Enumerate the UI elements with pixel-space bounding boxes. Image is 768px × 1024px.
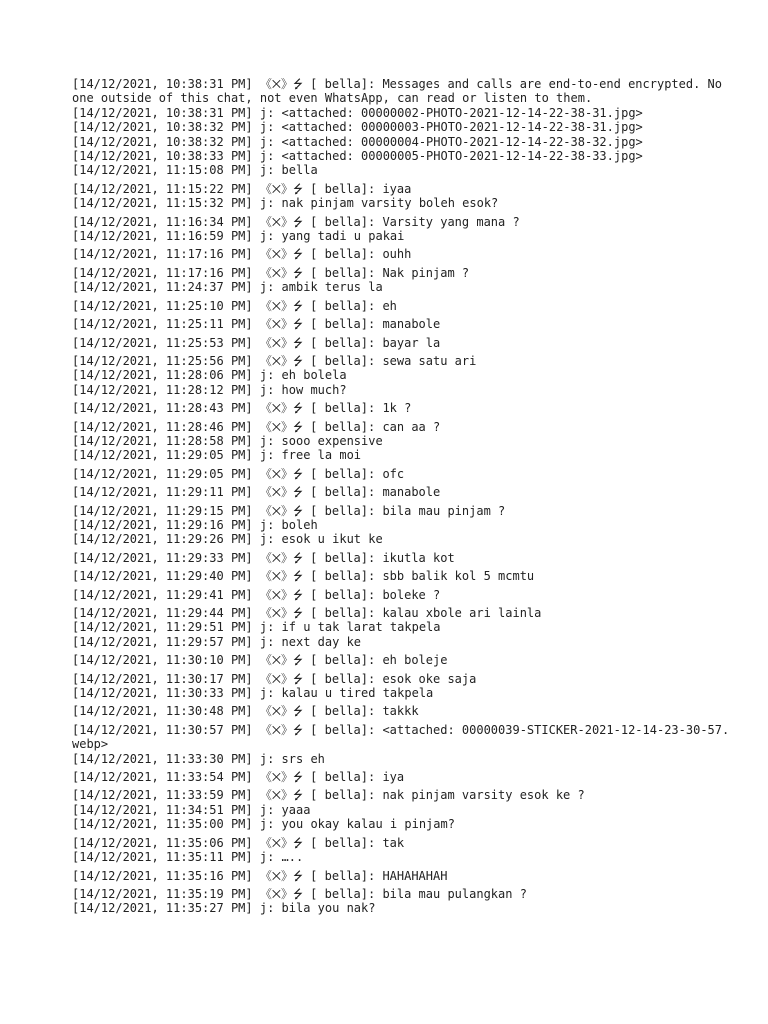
message-text: boleke ? <box>382 587 441 602</box>
chat-message-line: [14/12/2021, 11:25:10 PM] 《྾》⭍ [ bella]: eh <box>72 298 397 313</box>
message-text: kalau u tired takpela <box>281 686 434 701</box>
message-timestamp: [14/12/2021, 11:17:16 PM] <box>72 247 253 262</box>
message-timestamp: [14/12/2021, 11:15:32 PM] <box>72 196 253 211</box>
message-sender: j <box>259 901 268 916</box>
message-text: HAHAHAHAH <box>382 868 448 883</box>
message-sender: 《྾》⭍ [ bella] <box>259 77 368 91</box>
message-sender: 《྾》⭍ [ bella] <box>259 503 368 518</box>
message-sender: 《྾》⭍ [ bella] <box>259 671 368 686</box>
message-timestamp: [14/12/2021, 11:16:34 PM] <box>72 214 253 229</box>
message-sender: j <box>259 105 268 120</box>
chat-message-line: [14/12/2021, 11:28:12 PM] j: how much? <box>72 382 347 397</box>
message-text: <attached: 00000003-PHOTO-2021-12-14-22-38-31.jpg> <box>281 120 643 135</box>
message-text: eh <box>382 298 397 313</box>
chat-message-line: [14/12/2021, 11:28:46 PM] 《྾》⭍ [ bella]: can aa ? <box>72 419 441 434</box>
chat-message-line: [14/12/2021, 11:28:06 PM] j: eh bolela <box>72 368 347 383</box>
message-text: if u tak larat takpela <box>281 620 441 635</box>
message-text: esok u ikut ke <box>281 532 383 547</box>
message-timestamp: [14/12/2021, 11:35:27 PM] <box>72 901 253 916</box>
message-sender: 《྾》⭍ [ bella] <box>259 265 368 280</box>
message-timestamp: [14/12/2021, 10:38:32 PM] <box>72 120 253 135</box>
message-timestamp: [14/12/2021, 10:38:32 PM] <box>72 134 253 149</box>
message-text: sbb balik kol 5 mcmtu <box>382 569 535 584</box>
chat-message-line: [14/12/2021, 11:15:08 PM] j: bella <box>72 163 318 178</box>
message-timestamp: [14/12/2021, 11:16:59 PM] <box>72 229 253 244</box>
chat-message-line: [14/12/2021, 11:15:32 PM] j: nak pinjam varsity boleh esok? <box>72 196 499 211</box>
message-sender: 《྾》⭍ [ bella] <box>259 569 368 584</box>
message-sender: j <box>259 620 268 635</box>
chat-message-line: [14/12/2021, 11:25:56 PM] 《྾》⭍ [ bella]: sewa satu ari <box>72 353 477 368</box>
message-sender: j <box>259 802 268 817</box>
message-text: yang tadi u pakai <box>281 229 405 244</box>
message-text: boleh <box>281 517 318 532</box>
message-text: you okay kalau i pinjam? <box>281 817 455 832</box>
message-sender: 《྾》⭍ [ bella] <box>259 335 368 350</box>
message-sender: 《྾》⭍ [ bella] <box>259 485 368 500</box>
message-timestamp: [14/12/2021, 11:29:41 PM] <box>72 587 253 602</box>
message-text: esok oke saja <box>382 671 477 686</box>
chat-message-line: [14/12/2021, 11:29:11 PM] 《྾》⭍ [ bella]: manabole <box>72 485 441 500</box>
message-sender: 《྾》⭍ [ bella] <box>259 466 368 481</box>
message-timestamp: [14/12/2021, 11:33:59 PM] <box>72 788 253 803</box>
message-sender: 《྾》⭍ [ bella] <box>259 401 368 416</box>
message-text: <attached: 00000004-PHOTO-2021-12-14-22-38-32.jpg> <box>281 134 643 149</box>
message-text: ….. <box>281 850 304 865</box>
message-sender: j <box>259 280 268 295</box>
chat-message-line: [14/12/2021, 11:29:40 PM] 《྾》⭍ [ bella]: sbb balik kol 5 mcmtu <box>72 569 535 584</box>
message-text: tak <box>382 835 405 850</box>
chat-message-line: [14/12/2021, 11:30:57 PM] 《྾》⭍ [ bella]: <attached: 00000039-STICKER-2021-12-14-23-30-57.webp> <box>72 722 730 752</box>
chat-message-line: [14/12/2021, 11:25:53 PM] 《྾》⭍ [ bella]: bayar la <box>72 335 441 350</box>
message-timestamp: [14/12/2021, 11:29:51 PM] <box>72 620 253 635</box>
chat-message-line: [14/12/2021, 10:38:32 PM] j: <attached: 00000004-PHOTO-2021-12-14-22-38-32.jpg> <box>72 134 643 149</box>
message-text: ikutla kot <box>382 550 455 565</box>
message-text: how much? <box>281 382 347 397</box>
chat-message-line: [14/12/2021, 11:17:16 PM] 《྾》⭍ [ bella]: ouhh <box>72 247 412 262</box>
message-sender: j <box>259 149 268 164</box>
message-text: Varsity yang mana ? <box>382 214 520 229</box>
chat-message-line: [14/12/2021, 10:38:31 PM] j: <attached: 00000002-PHOTO-2021-12-14-22-38-31.jpg> <box>72 105 643 120</box>
chat-message-line: [14/12/2021, 11:33:59 PM] 《྾》⭍ [ bella]: nak pinjam varsity esok ke ? <box>72 788 585 803</box>
message-sender: j <box>259 433 268 448</box>
message-timestamp: [14/12/2021, 11:28:06 PM] <box>72 368 253 383</box>
message-sender: 《྾》⭍ [ bella] <box>259 317 368 332</box>
message-sender: j <box>259 196 268 211</box>
message-text: <attached: 00000002-PHOTO-2021-12-14-22-38-31.jpg> <box>281 105 643 120</box>
message-timestamp: [14/12/2021, 11:29:11 PM] <box>72 485 253 500</box>
message-timestamp: [14/12/2021, 11:30:48 PM] <box>72 704 253 719</box>
message-timestamp: [14/12/2021, 11:25:11 PM] <box>72 317 253 332</box>
message-timestamp: [14/12/2021, 11:33:30 PM] <box>72 751 253 766</box>
message-text: kalau xbole ari lainla <box>382 606 542 620</box>
message-timestamp: [14/12/2021, 10:38:31 PM] <box>72 77 253 91</box>
message-sender: 《྾》⭍ [ bella] <box>259 704 368 719</box>
message-sender: 《྾》⭍ [ bella] <box>259 788 368 803</box>
chat-message-line: [14/12/2021, 11:29:26 PM] j: esok u ikut ke <box>72 532 383 547</box>
chat-message-line: [14/12/2021, 11:25:11 PM] 《྾》⭍ [ bella]: manabole <box>72 317 441 332</box>
chat-log <box>72 77 732 916</box>
message-sender: 《྾》⭍ [ bella] <box>259 550 368 565</box>
message-text: <attached: 00000005-PHOTO-2021-12-14-22-38-33.jpg> <box>281 149 643 164</box>
message-sender: 《྾》⭍ [ bella] <box>259 835 368 850</box>
message-timestamp: [14/12/2021, 11:30:57 PM] <box>72 722 253 737</box>
message-sender: j <box>259 517 268 532</box>
message-timestamp: [14/12/2021, 11:35:16 PM] <box>72 868 253 883</box>
message-timestamp: [14/12/2021, 11:17:16 PM] <box>72 265 253 280</box>
message-timestamp: [14/12/2021, 11:25:53 PM] <box>72 335 253 350</box>
chat-message-line: [14/12/2021, 11:29:44 PM] 《྾》⭍ [ bella]: kalau xbole ari lainla <box>72 606 542 620</box>
message-sender: 《྾》⭍ [ bella] <box>259 181 368 196</box>
message-timestamp: [14/12/2021, 11:15:22 PM] <box>72 181 253 196</box>
chat-message-line: [14/12/2021, 11:29:15 PM] 《྾》⭍ [ bella]: bila mau pinjam ? <box>72 503 506 518</box>
chat-message-line: [14/12/2021, 11:35:11 PM] j: ….. <box>72 850 304 865</box>
message-timestamp: [14/12/2021, 11:30:10 PM] <box>72 653 253 668</box>
message-text: bila mau pinjam ? <box>382 503 506 518</box>
message-text: <attached: 00000039-STICKER-2021-12-14-23-30-57.webp> <box>72 722 730 752</box>
message-sender: j <box>259 382 268 397</box>
chat-message-line: [14/12/2021, 11:17:16 PM] 《྾》⭍ [ bella]: Nak pinjam ? <box>72 265 470 280</box>
message-text: free la moi <box>281 448 362 463</box>
message-text: ofc <box>382 466 405 481</box>
message-text: yaaa <box>281 802 311 817</box>
chat-message-line: [14/12/2021, 11:30:17 PM] 《྾》⭍ [ bella]: esok oke saja <box>72 671 477 686</box>
message-timestamp: [14/12/2021, 11:29:05 PM] <box>72 448 253 463</box>
message-timestamp: [14/12/2021, 11:29:26 PM] <box>72 532 253 547</box>
chat-message-line: [14/12/2021, 11:24:37 PM] j: ambik terus la <box>72 280 383 295</box>
message-sender: 《྾》⭍ [ bella] <box>259 606 368 620</box>
message-sender: j <box>259 229 268 244</box>
chat-message-line: [14/12/2021, 11:29:57 PM] j: next day ke <box>72 634 362 649</box>
chat-message-line: [14/12/2021, 10:38:33 PM] j: <attached: 00000005-PHOTO-2021-12-14-22-38-33.jpg> <box>72 149 643 164</box>
message-timestamp: [14/12/2021, 11:30:33 PM] <box>72 686 253 701</box>
message-text: bila you nak? <box>281 901 376 916</box>
message-timestamp: [14/12/2021, 11:29:40 PM] <box>72 569 253 584</box>
message-sender: j <box>259 817 268 832</box>
message-sender: 《྾》⭍ [ bella] <box>259 353 368 368</box>
message-text: sewa satu ari <box>382 353 477 368</box>
message-sender: j <box>259 448 268 463</box>
message-sender: 《྾》⭍ [ bella] <box>259 868 368 883</box>
message-sender: 《྾》⭍ [ bella] <box>259 298 368 313</box>
message-sender: j <box>259 686 268 701</box>
chat-message-line: [14/12/2021, 11:29:33 PM] 《྾》⭍ [ bella]: ikutla kot <box>72 550 455 565</box>
message-timestamp: [14/12/2021, 11:35:00 PM] <box>72 817 253 832</box>
message-text: manabole <box>382 317 441 332</box>
message-timestamp: [14/12/2021, 11:33:54 PM] <box>72 770 253 785</box>
message-timestamp: [14/12/2021, 11:29:05 PM] <box>72 466 253 481</box>
message-timestamp: [14/12/2021, 11:29:33 PM] <box>72 550 253 565</box>
message-text: iyaa <box>382 181 412 196</box>
message-text: can aa ? <box>382 419 441 434</box>
message-sender: 《྾》⭍ [ bella] <box>259 214 368 229</box>
chat-message-line: [14/12/2021, 11:28:43 PM] 《྾》⭍ [ bella]: 1k ? <box>72 401 412 416</box>
chat-message-line: [14/12/2021, 11:15:22 PM] 《྾》⭍ [ bella]: iyaa <box>72 181 412 196</box>
message-text: Messages and calls are end-to-end encrypted. No one outside of this chat, not even WhatsApp, can read or listen to them. <box>72 77 730 106</box>
message-text: Nak pinjam ? <box>382 265 470 280</box>
message-sender: j <box>259 850 268 865</box>
message-text: sooo expensive <box>281 433 383 448</box>
message-timestamp: [14/12/2021, 11:25:10 PM] <box>72 298 253 313</box>
message-timestamp: [14/12/2021, 11:35:19 PM] <box>72 886 253 901</box>
message-timestamp: [14/12/2021, 11:30:17 PM] <box>72 671 253 686</box>
chat-message-line: [14/12/2021, 11:16:59 PM] j: yang tadi u pakai <box>72 229 405 244</box>
message-timestamp: [14/12/2021, 11:29:15 PM] <box>72 503 253 518</box>
message-timestamp: [14/12/2021, 11:25:56 PM] <box>72 353 253 368</box>
chat-message-line: [14/12/2021, 11:29:16 PM] j: boleh <box>72 517 318 532</box>
message-sender: j <box>259 532 268 547</box>
message-text: nak pinjam varsity esok ke ? <box>382 788 585 803</box>
message-sender: 《྾》⭍ [ bella] <box>259 886 368 901</box>
chat-message-line: [14/12/2021, 11:30:10 PM] 《྾》⭍ [ bella]: eh boleje <box>72 653 448 668</box>
chat-message-line: [14/12/2021, 11:30:48 PM] 《྾》⭍ [ bella]: takkk <box>72 704 419 719</box>
message-sender: 《྾》⭍ [ bella] <box>259 770 368 785</box>
message-timestamp: [14/12/2021, 11:15:08 PM] <box>72 163 253 178</box>
message-sender: 《྾》⭍ [ bella] <box>259 419 368 434</box>
message-text: manabole <box>382 485 441 500</box>
chat-message-line: [14/12/2021, 10:38:32 PM] j: <attached: 00000003-PHOTO-2021-12-14-22-38-31.jpg> <box>72 120 643 135</box>
message-timestamp: [14/12/2021, 11:29:57 PM] <box>72 634 253 649</box>
message-text: ouhh <box>382 247 412 262</box>
message-timestamp: [14/12/2021, 11:34:51 PM] <box>72 802 253 817</box>
message-timestamp: [14/12/2021, 11:28:46 PM] <box>72 419 253 434</box>
chat-message-line: [14/12/2021, 11:33:54 PM] 《྾》⭍ [ bella]: iya <box>72 770 405 785</box>
message-text: bella <box>281 163 318 178</box>
message-sender: j <box>259 163 268 178</box>
message-sender: j <box>259 368 268 383</box>
message-timestamp: [14/12/2021, 11:35:06 PM] <box>72 835 253 850</box>
message-text: eh bolela <box>281 368 347 383</box>
message-text: next day ke <box>281 634 362 649</box>
chat-message-line: [14/12/2021, 11:35:00 PM] j: you okay kalau i pinjam? <box>72 817 455 832</box>
message-text: nak pinjam varsity boleh esok? <box>281 196 499 211</box>
message-text: iya <box>382 770 405 785</box>
message-text: ambik terus la <box>281 280 383 295</box>
message-timestamp: [14/12/2021, 11:29:44 PM] <box>72 606 253 620</box>
message-timestamp: [14/12/2021, 10:38:31 PM] <box>72 105 253 120</box>
chat-message-line: [14/12/2021, 11:34:51 PM] j: yaaa <box>72 802 311 817</box>
message-sender: 《྾》⭍ [ bella] <box>259 587 368 602</box>
message-timestamp: [14/12/2021, 10:38:33 PM] <box>72 149 253 164</box>
chat-message-line: [14/12/2021, 11:35:27 PM] j: bila you nak? <box>72 901 376 916</box>
message-text: bayar la <box>382 335 441 350</box>
message-timestamp: [14/12/2021, 11:29:16 PM] <box>72 517 253 532</box>
chat-message-line: [14/12/2021, 11:16:34 PM] 《྾》⭍ [ bella]: Varsity yang mana ? <box>72 214 520 229</box>
message-sender: j <box>259 120 268 135</box>
message-text: eh boleje <box>382 653 448 668</box>
chat-message-line: [14/12/2021, 10:38:31 PM] 《྾》⭍ [ bella]: Messages and calls are end-to-end encrypted. No one outside of this chat, not even WhatsApp, can read or listen to them. <box>72 77 730 106</box>
message-sender: 《྾》⭍ [ bella] <box>259 722 368 737</box>
chat-message-line: [14/12/2021, 11:33:30 PM] j: srs eh <box>72 751 325 766</box>
message-sender: 《྾》⭍ [ bella] <box>259 247 368 262</box>
chat-message-line: [14/12/2021, 11:29:05 PM] 《྾》⭍ [ bella]: ofc <box>72 466 405 481</box>
message-timestamp: [14/12/2021, 11:24:37 PM] <box>72 280 253 295</box>
message-timestamp: [14/12/2021, 11:28:43 PM] <box>72 401 253 416</box>
message-timestamp: [14/12/2021, 11:28:12 PM] <box>72 382 253 397</box>
message-sender: j <box>259 134 268 149</box>
chat-message-line: [14/12/2021, 11:30:33 PM] j: kalau u tired takpela <box>72 686 434 701</box>
message-text: takkk <box>382 704 419 719</box>
chat-message-line: [14/12/2021, 11:29:51 PM] j: if u tak larat takpela <box>72 620 441 635</box>
message-timestamp: [14/12/2021, 11:28:58 PM] <box>72 433 253 448</box>
chat-message-line: [14/12/2021, 11:35:16 PM] 《྾》⭍ [ bella]: HAHAHAHAH <box>72 868 448 883</box>
chat-message-line: [14/12/2021, 11:35:06 PM] 《྾》⭍ [ bella]: tak <box>72 835 405 850</box>
message-text: 1k ? <box>382 401 412 416</box>
chat-message-line: [14/12/2021, 11:29:05 PM] j: free la moi <box>72 448 362 463</box>
chat-message-line: [14/12/2021, 11:28:58 PM] j: sooo expensive <box>72 433 383 448</box>
chat-message-line: [14/12/2021, 11:35:19 PM] 《྾》⭍ [ bella]: bila mau pulangkan ? <box>72 886 527 901</box>
message-sender: j <box>259 751 268 766</box>
message-text: srs eh <box>281 751 325 766</box>
message-text: bila mau pulangkan ? <box>382 886 527 901</box>
message-timestamp: [14/12/2021, 11:35:11 PM] <box>72 850 253 865</box>
message-sender: j <box>259 634 268 649</box>
chat-message-line: [14/12/2021, 11:29:41 PM] 《྾》⭍ [ bella]: boleke ? <box>72 587 441 602</box>
message-sender: 《྾》⭍ [ bella] <box>259 653 368 668</box>
